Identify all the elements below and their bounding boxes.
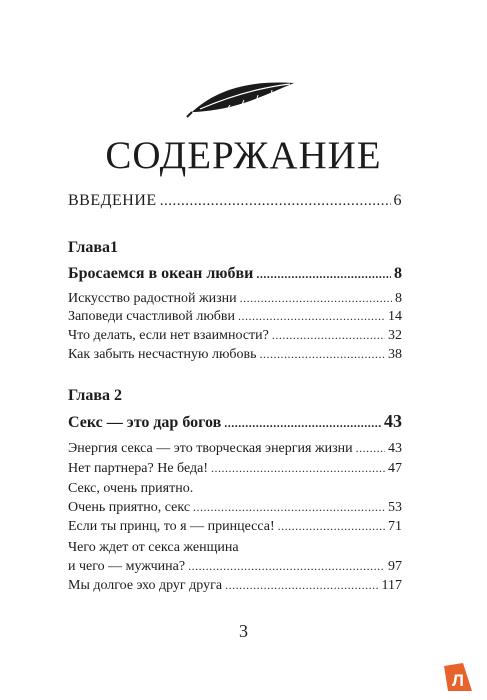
toc-entry-label: Секс, очень приятно. (68, 481, 194, 496)
page-title: СОДЕРЖАНИЕ (105, 134, 382, 177)
chapter-title-row (68, 411, 402, 432)
page-number: 3 (239, 621, 248, 641)
toc-entry-page: 117 (381, 578, 402, 593)
litres-logo-icon (441, 660, 475, 694)
toc-entry-label: Заповеди счастливой любви (68, 309, 236, 324)
dot-leader (356, 441, 385, 456)
dot-leader (225, 578, 378, 593)
dot-leader (211, 461, 385, 476)
toc-entry-page: 14 (388, 309, 402, 324)
toc-entry-intro (68, 192, 402, 210)
toc-entry-page: 53 (388, 500, 402, 515)
dot-leader (256, 267, 391, 282)
toc-entry-page: 32 (388, 328, 402, 343)
toc-entry-label: Чего ждет от секса женщина (68, 540, 239, 555)
toc-entry-label: Нет партнера? Не беда! (68, 461, 209, 476)
toc-entry (68, 461, 402, 477)
dot-leader (278, 519, 385, 534)
toc-entry-label: Энергия секса — это творческая энергия жизни (68, 441, 353, 456)
toc-entry-label: и чего — мужчина? (68, 559, 186, 574)
toc-entry-label: Как забыть несчастную любовь (68, 347, 257, 362)
toc-entry (68, 559, 402, 575)
toc-entry-page: 43 (384, 411, 402, 431)
toc-entry (68, 578, 402, 594)
dot-leader (272, 328, 385, 343)
dot-leader (224, 416, 381, 431)
toc-entry (68, 328, 402, 344)
toc-entry-page: 6 (393, 192, 402, 209)
toc-entry (68, 519, 402, 535)
chapter-label: Глава 2 (68, 387, 122, 404)
toc-entry-page: 38 (388, 347, 402, 362)
toc-entry-page: 8 (395, 291, 402, 306)
toc-entry-label: Очень приятно, секс (68, 500, 191, 515)
chapter-title: Бросаемся в океан любви (68, 265, 254, 282)
logo-letter: Л (452, 671, 464, 690)
toc-entry-page: 8 (394, 265, 402, 282)
toc-entry-page: 43 (388, 441, 402, 456)
toc-entry (68, 347, 402, 363)
toc-entry (68, 441, 402, 457)
toc-entry-page: 47 (388, 461, 402, 476)
toc-entry (68, 291, 402, 307)
toc-entry (68, 500, 402, 516)
feather-icon (186, 78, 298, 118)
toc-entry-label: ВВЕДЕНИЕ (68, 192, 157, 209)
chapter-label: Глава1 (68, 239, 118, 256)
chapter-title-row (68, 265, 402, 283)
dot-leader (160, 193, 391, 210)
toc-entry-page: 71 (388, 519, 402, 534)
toc-entry-page: 97 (388, 559, 402, 574)
dot-leader (238, 309, 385, 324)
chapter-title: Секс — это дар богов (68, 414, 222, 431)
toc-entry-label: Мы долгое эхо друг друга (68, 578, 223, 593)
toc-entry-label: Если ты принц, то я — принцесса! (68, 519, 275, 534)
dot-leader (260, 347, 385, 362)
dot-leader (188, 559, 385, 574)
toc-entry (68, 309, 402, 325)
dot-leader (240, 291, 392, 306)
toc-entry-label: Что делать, если нет взаимности? (68, 328, 269, 343)
dot-leader (193, 500, 385, 515)
toc-entry-label: Искусство радостной жизни (68, 291, 237, 306)
